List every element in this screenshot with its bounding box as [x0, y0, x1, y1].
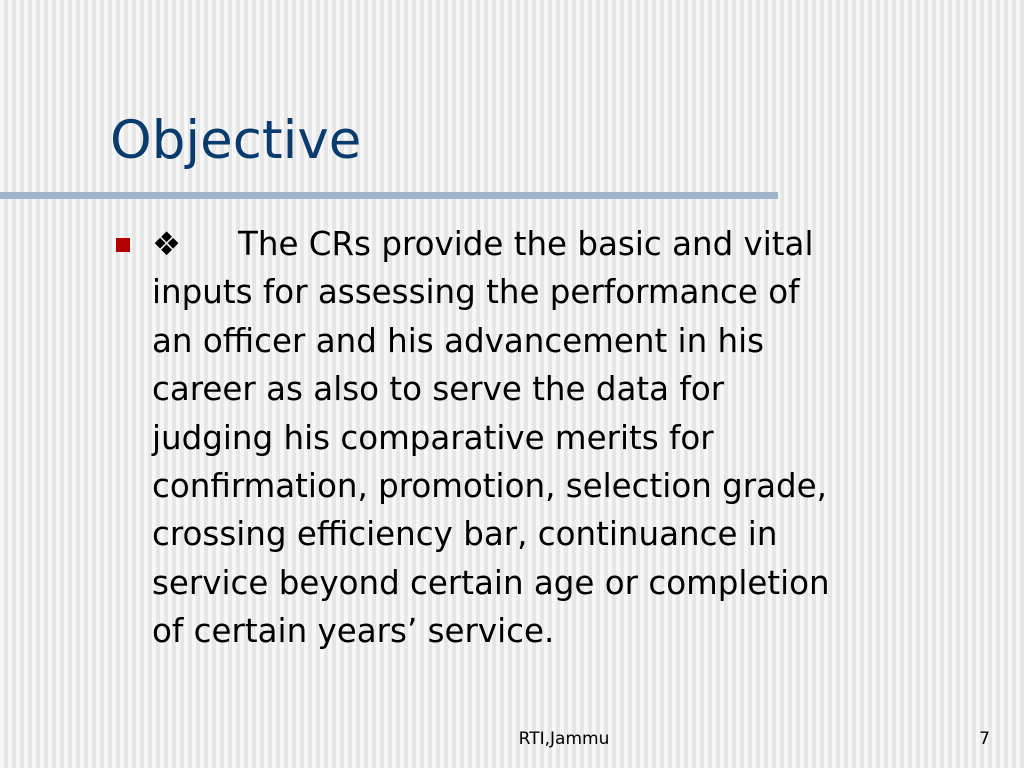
footer-organization: RTI,Jammu [518, 729, 610, 749]
bullet-line-9: of certain years’ service. [152, 612, 555, 651]
bullet-line-1 [152, 220, 992, 268]
bullet-line-4: career as also to serve the data for [152, 370, 725, 409]
bullet-line-text: The CRs provide the basic and vital [238, 225, 814, 263]
footer-page-number: 7 [979, 729, 990, 749]
bullet-line-2: inputs for assessing the performance of [152, 273, 800, 312]
bullet-text-block [152, 220, 992, 656]
title-underline-rule [0, 192, 778, 199]
square-bullet-icon [116, 238, 130, 252]
bullet-line-8: service beyond certain age or completion [152, 563, 830, 602]
bullet-line-3: an officer and his advancement in his [152, 321, 765, 360]
bullet-line-5: judging his comparative merits for [152, 418, 714, 457]
slide-title: Objective [110, 110, 362, 171]
bullet-line-6: confirmation, promotion, selection grade, [152, 467, 827, 506]
bullet-line-7: crossing efficiency bar, continuance in [152, 515, 778, 554]
four-diamond-bullet-icon: ❖ [152, 225, 182, 263]
